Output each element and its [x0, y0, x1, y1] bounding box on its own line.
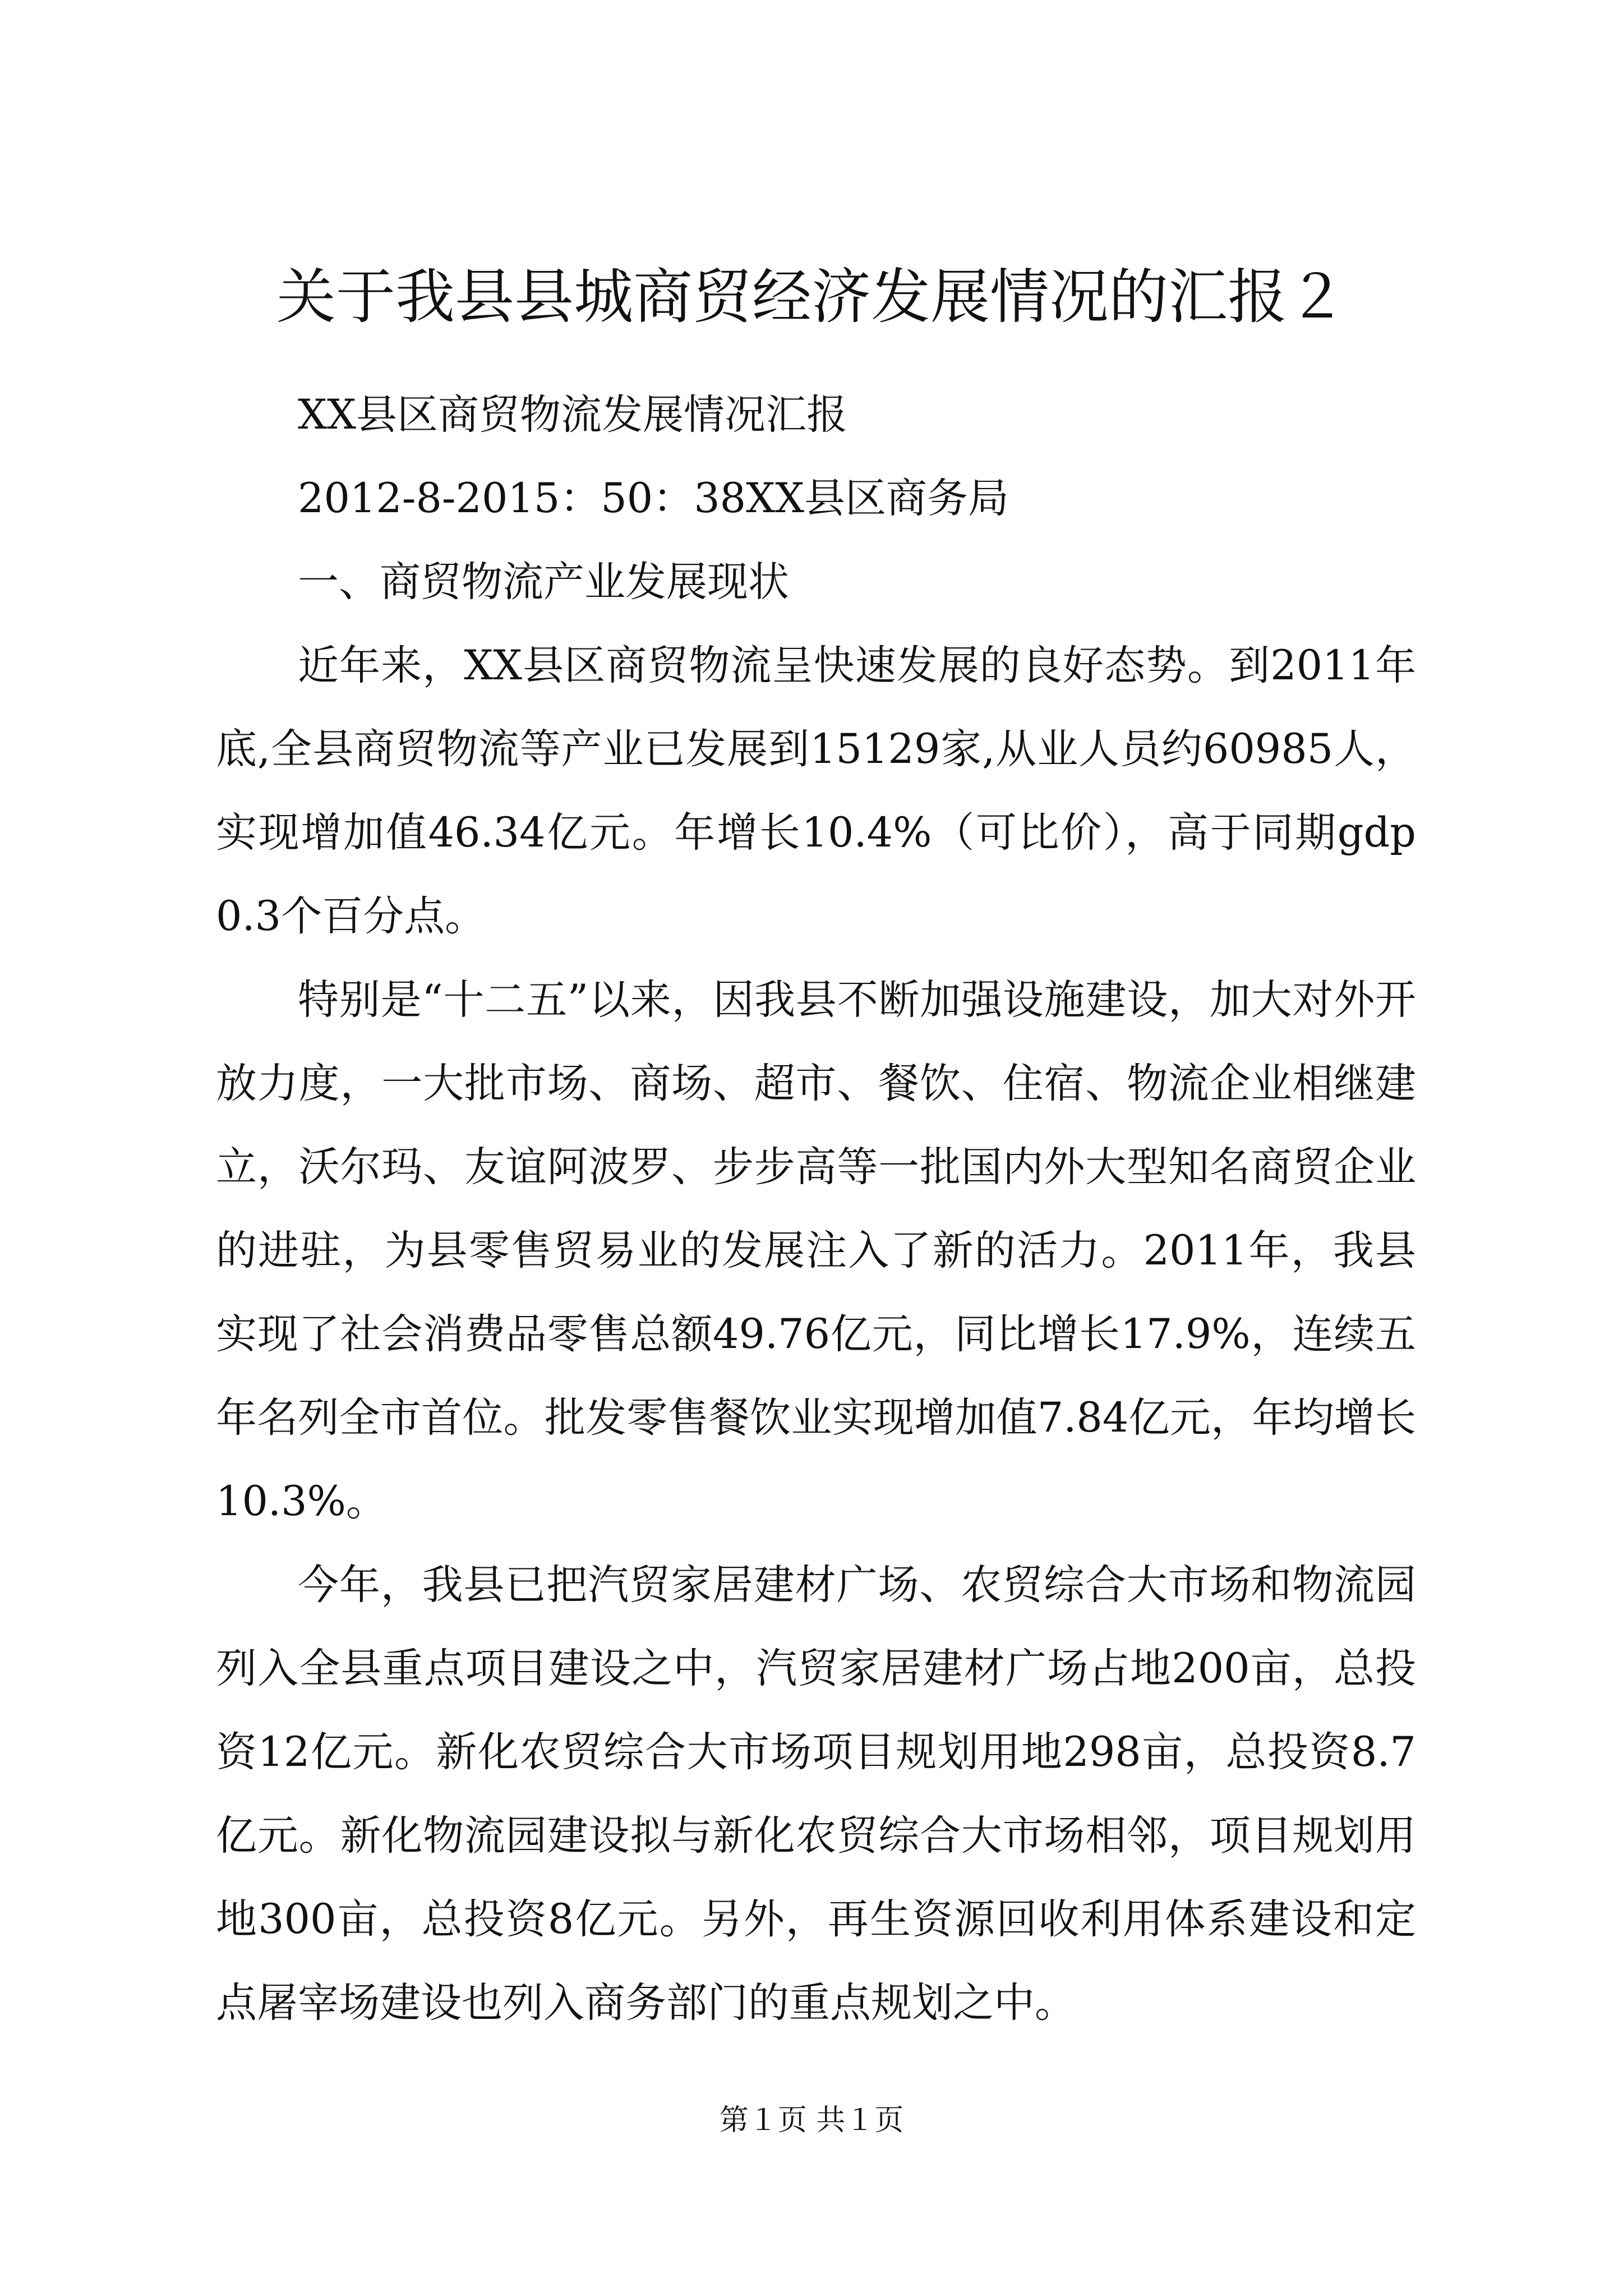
page-footer: 第１页 共１页 [719, 2104, 904, 2137]
paragraph-body: 特别是“十二五”以来，因我县不断加强设施建设，加大对外开放力度，一大批市场、商场、超市、餐饮、住宿、物流企业相继建立，沃尔玛、友谊阿波罗、步步高等一批国内外大型知名商贸企业的进驻，为县零售贸易业的发展注入了新的活力。2011年，我县实现了社会消费品零售总额49.76亿元，同比增长17.9%，连续五年名列全市首位。批发零售餐饮业实现增加值7.84亿元，年均增长10.3%。 [216, 976, 1416, 1525]
paragraph-section-heading: 一、商贸物流产业发展现状 [298, 558, 789, 606]
document-title: 关于我县县城商贸经济发展情况的汇报２ [276, 263, 1347, 332]
paragraph-date-source: 2012-8-2015：50：38XX县区商务局 [298, 475, 1009, 522]
paragraph-body: 近年来，XX县区商贸物流呈快速发展的良好态势。到2011年底,全县商贸物流等产业已发展到15129家,从业人员约60985人，实现增加值46.34亿元。年增长10.4%（可比价），高于同期gdp0.3个百分点。 [216, 642, 1416, 940]
document-body [216, 373, 1416, 2045]
paragraph-heading-subtitle: XX县区商贸物流发展情况汇报 [298, 391, 847, 439]
paragraph-body: 今年，我县已把汽贸家居建材广场、农贸综合大市场和物流园列入全县重点项目建设之中，汽贸家居建材广场占地200亩，总投资12亿元。新化农贸综合大市场项目规划用地298亩，总投资8.7亿元。新化物流园建设拟与新化农贸综合大市场相邻，项目规划用地300亩，总投资8亿元。另外，再生资源回收利用体系建设和定点屠宰场建设也列入商务部门的重点规划之中。 [216, 1561, 1416, 2027]
